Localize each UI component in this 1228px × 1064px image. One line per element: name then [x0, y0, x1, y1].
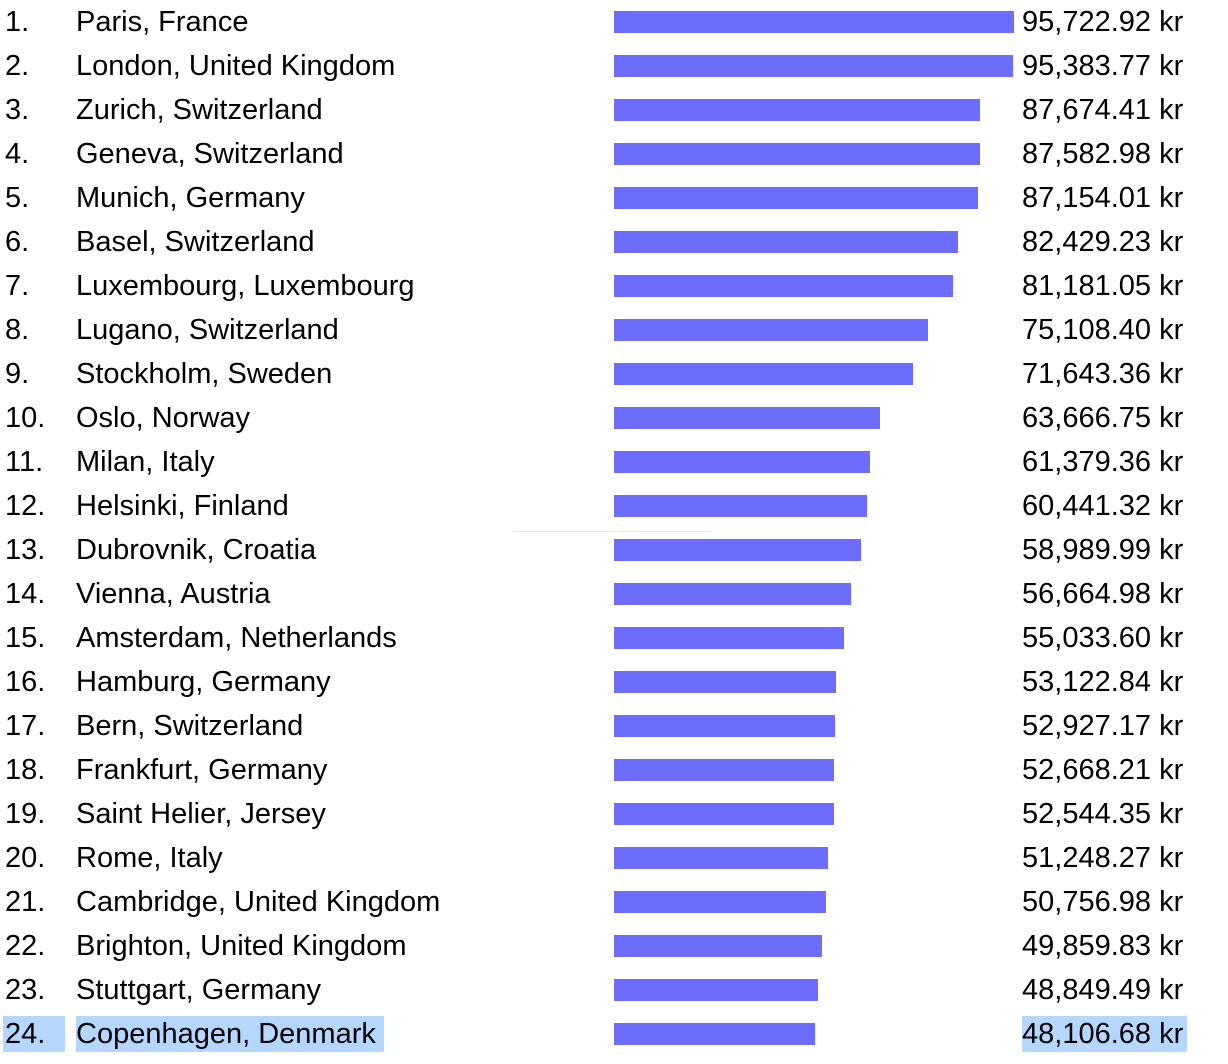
bar [614, 55, 1013, 77]
table-row[interactable] [0, 620, 1228, 664]
category-label: Milan, Italy [76, 446, 215, 478]
data-label: 52,668.21 kr [1022, 754, 1184, 786]
rank-label: 7. [5, 270, 30, 302]
rank-label: 23. [5, 974, 46, 1006]
bar [614, 803, 834, 825]
table-row[interactable] [0, 48, 1228, 92]
table-row[interactable] [0, 4, 1228, 48]
table-row[interactable] [0, 928, 1228, 972]
bar [614, 187, 978, 209]
data-label: 87,674.41 kr [1022, 94, 1184, 126]
rank-label: 6. [5, 226, 30, 258]
table-row[interactable] [0, 532, 1228, 576]
data-label: 60,441.32 kr [1022, 490, 1184, 522]
rank-label: 21. [5, 886, 46, 918]
rank-label: 19. [5, 798, 46, 830]
category-label: Vienna, Austria [76, 578, 271, 610]
rank-label: 5. [5, 182, 30, 214]
table-row[interactable] [0, 796, 1228, 840]
data-label: 61,379.36 kr [1022, 446, 1184, 478]
category-label: Bern, Switzerland [76, 710, 304, 742]
rank-label: 14. [5, 578, 46, 610]
bar [614, 539, 861, 561]
category-label: Basel, Switzerland [76, 226, 315, 258]
category-label: Hamburg, Germany [76, 666, 331, 698]
data-label: 53,122.84 kr [1022, 666, 1184, 698]
category-label: Lugano, Switzerland [76, 314, 339, 346]
data-label: 52,927.17 kr [1022, 710, 1184, 742]
rank-label: 3. [5, 94, 30, 126]
rank-label: 15. [5, 622, 46, 654]
bar [614, 363, 913, 385]
data-label: 56,664.98 kr [1022, 578, 1184, 610]
data-label: 48,106.68 kr [1022, 1016, 1187, 1052]
data-label: 55,033.60 kr [1022, 622, 1184, 654]
category-label: Stuttgart, Germany [76, 974, 321, 1006]
bar [614, 891, 826, 913]
category-label: Cambridge, United Kingdom [76, 886, 441, 918]
table-row[interactable] [0, 708, 1228, 752]
category-label: Dubrovnik, Croatia [76, 534, 317, 566]
table-row[interactable] [0, 840, 1228, 884]
data-label: 48,849.49 kr [1022, 974, 1184, 1006]
data-label: 75,108.40 kr [1022, 314, 1184, 346]
bar [614, 275, 953, 297]
data-label: 87,154.01 kr [1022, 182, 1184, 214]
table-row[interactable] [0, 268, 1228, 312]
table-row[interactable] [0, 972, 1228, 1016]
table-row[interactable] [0, 664, 1228, 708]
table-row[interactable] [0, 224, 1228, 268]
table-row[interactable] [0, 92, 1228, 136]
category-label: Stockholm, Sweden [76, 358, 333, 390]
bar [614, 671, 836, 693]
data-label: 82,429.23 kr [1022, 226, 1184, 258]
bar [614, 143, 980, 165]
data-label: 50,756.98 kr [1022, 886, 1184, 918]
bar [614, 935, 822, 957]
category-label: Paris, France [76, 6, 249, 38]
category-label: Frankfurt, Germany [76, 754, 328, 786]
rank-label: 16. [5, 666, 46, 698]
bar [614, 1023, 815, 1045]
rank-label: 8. [5, 314, 30, 346]
data-label: 52,544.35 kr [1022, 798, 1184, 830]
bar [614, 583, 851, 605]
table-row[interactable] [0, 312, 1228, 356]
data-label: 95,383.77 kr [1022, 50, 1184, 82]
category-label: Geneva, Switzerland [76, 138, 344, 170]
rank-label: 9. [5, 358, 30, 390]
category-label: Zurich, Switzerland [76, 94, 323, 126]
rank-label: 4. [5, 138, 30, 170]
table-row[interactable] [0, 576, 1228, 620]
table-row[interactable] [0, 180, 1228, 224]
category-label: Saint Helier, Jersey [76, 798, 326, 830]
rank-label: 18. [5, 754, 46, 786]
table-row[interactable] [0, 356, 1228, 400]
cursor-guide-line [514, 531, 712, 532]
category-label: Luxembourg, Luxembourg [76, 270, 415, 302]
data-label: 95,722.92 kr [1022, 6, 1184, 38]
table-row[interactable] [0, 488, 1228, 532]
rank-label: 17. [5, 710, 46, 742]
bar [614, 99, 980, 121]
rank-label: 11. [5, 446, 44, 478]
rank-label: 20. [5, 842, 46, 874]
category-label: Brighton, United Kingdom [76, 930, 407, 962]
table-row[interactable] [0, 752, 1228, 796]
category-label: Oslo, Norway [76, 402, 251, 434]
bar [614, 847, 828, 869]
bar [614, 231, 958, 253]
data-label: 58,989.99 kr [1022, 534, 1184, 566]
rank-label: 2. [5, 50, 30, 82]
bar [614, 319, 928, 341]
rank-label: 13. [5, 534, 46, 566]
rank-label: 12. [5, 490, 46, 522]
table-row[interactable] [0, 884, 1228, 928]
data-label: 71,643.36 kr [1022, 358, 1184, 390]
category-label: Helsinki, Finland [76, 490, 289, 522]
rank-label: 10. [5, 402, 46, 434]
data-label: 87,582.98 kr [1022, 138, 1184, 170]
table-row[interactable] [0, 1016, 1228, 1060]
bar [614, 979, 818, 1001]
table-row[interactable] [0, 136, 1228, 180]
category-label: Rome, Italy [76, 842, 223, 874]
category-label: Amsterdam, Netherlands [76, 622, 397, 654]
category-label: Copenhagen, Denmark [76, 1016, 384, 1052]
rank-label: 22. [5, 930, 46, 962]
bar [614, 715, 835, 737]
table-row[interactable] [0, 444, 1228, 488]
bar [614, 407, 880, 429]
bar [614, 451, 870, 473]
data-label: 51,248.27 kr [1022, 842, 1184, 874]
table-row[interactable] [0, 400, 1228, 444]
data-label: 49,859.83 kr [1022, 930, 1184, 962]
bar [614, 759, 834, 781]
rank-label: 24. [3, 1016, 65, 1052]
category-label: Munich, Germany [76, 182, 305, 214]
rank-label: 1. [5, 6, 30, 38]
bar [614, 495, 867, 517]
data-label: 81,181.05 kr [1022, 270, 1184, 302]
bar [614, 627, 844, 649]
category-label: London, United Kingdom [76, 50, 396, 82]
bar [614, 11, 1014, 33]
data-label: 63,666.75 kr [1022, 402, 1184, 434]
